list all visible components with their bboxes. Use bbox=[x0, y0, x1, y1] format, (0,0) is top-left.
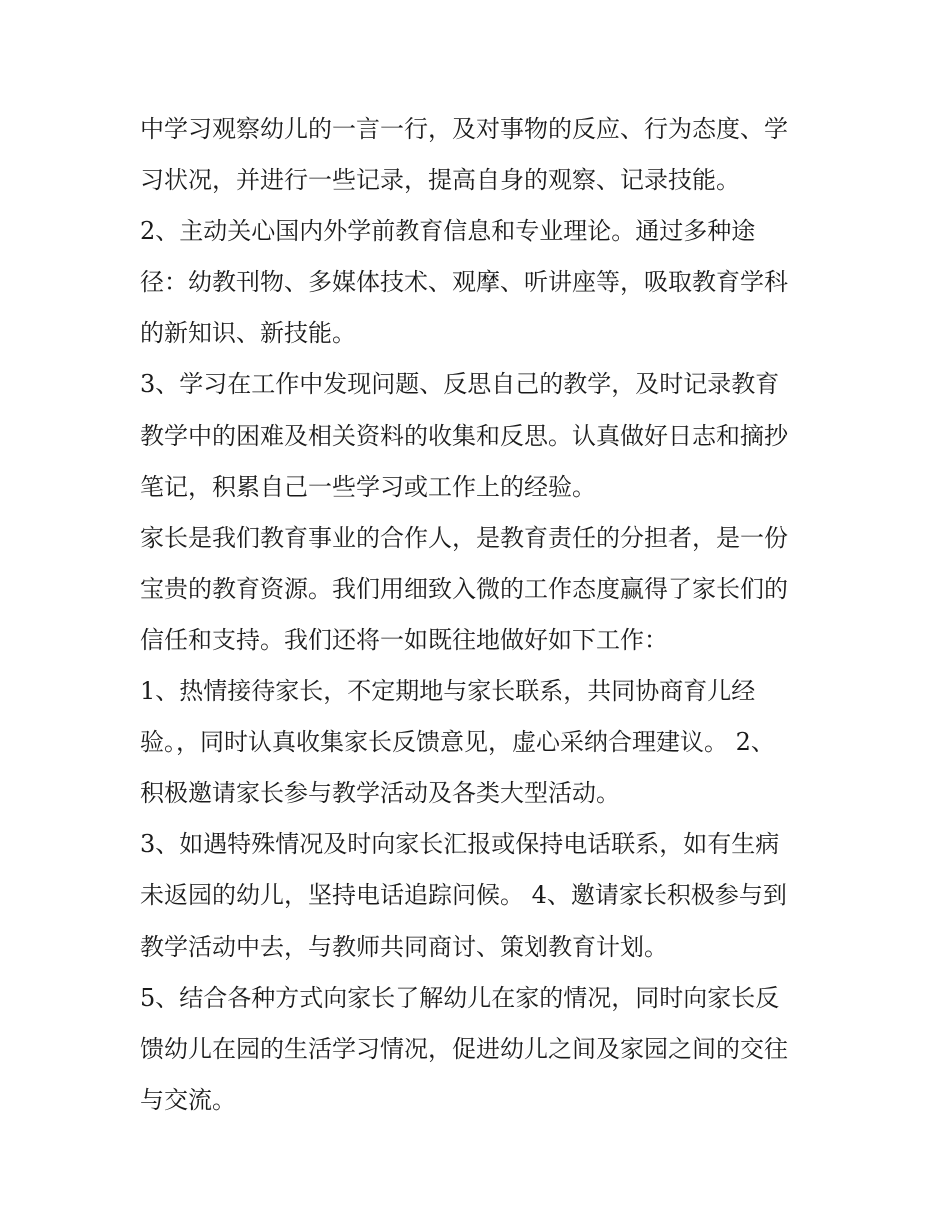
text-line: 2、主动关心国内外学前教育信息和专业理论。通过多种途 bbox=[140, 217, 756, 246]
text-line: 1、热情接待家长，不定期地与家长联系，共同协商育儿经 bbox=[140, 677, 756, 706]
text-line: 的新知识、新技能。 bbox=[140, 319, 356, 348]
text-line: 3、学习在工作中发现问题、反思自己的教学，及时记录教育 bbox=[140, 370, 780, 399]
text-line: 验。，同时认真收集家长反馈意见，虚心采纳合理建议。 2、 bbox=[140, 728, 775, 757]
text-line: 3、如遇特殊情况及时向家长汇报或保持电话联系，如有生病 bbox=[140, 830, 780, 859]
text-line: 未返园的幼儿，坚持电话追踪问候。 4、邀请家长积极参与到 bbox=[140, 881, 787, 910]
text-line: 信任和支持。我们还将一如既往地做好如下工作： bbox=[140, 625, 668, 654]
text-line: 馈幼儿在园的生活学习情况，促进幼儿之间及家园之间的交往 bbox=[140, 1034, 788, 1063]
text-line: 习状况，并进行一些记录，提高自身的观察、记录技能。 bbox=[140, 166, 740, 195]
text-line: 宝贵的教育资源。我们用细致入微的工作态度赢得了家长们的 bbox=[140, 574, 788, 603]
text-line: 积极邀请家长参与教学活动及各类大型活动。 bbox=[140, 779, 620, 808]
document-body bbox=[140, 104, 820, 1126]
text-line: 家长是我们教育事业的合作人，是教育责任的分担者，是一份 bbox=[140, 523, 788, 552]
text-line: 与交流。 bbox=[140, 1085, 236, 1114]
text-line: 教学活动中去，与教师共同商讨、策划教育计划。 bbox=[140, 932, 668, 961]
text-line: 径：幼教刊物、多媒体技术、观摩、听讲座等，吸取教育学科 bbox=[140, 268, 788, 297]
text-line: 教学中的困难及相关资料的收集和反思。认真做好日志和摘抄 bbox=[140, 421, 788, 450]
text-line: 5、结合各种方式向家长了解幼儿在家的情况，同时向家长反 bbox=[140, 983, 780, 1012]
text-line: 中学习观察幼儿的一言一行，及对事物的反应、行为态度、学 bbox=[140, 115, 788, 143]
text-line: 笔记，积累自己一些学习或工作上的经验。 bbox=[140, 472, 596, 501]
